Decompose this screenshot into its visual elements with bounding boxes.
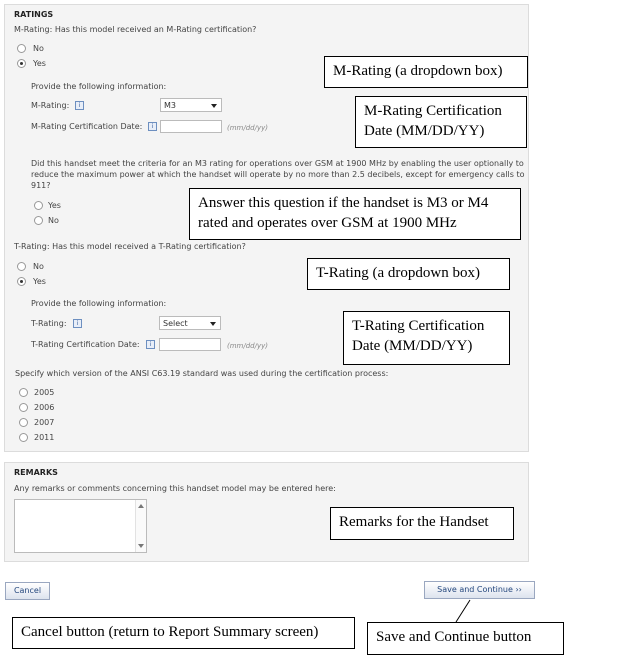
gsm-yes-radio[interactable] — [34, 201, 43, 210]
info-icon[interactable]: i — [73, 319, 82, 328]
remarks-prompt: Any remarks or comments concerning this handset model may be entered here: — [14, 484, 336, 493]
ansi-2007-label: 2007 — [34, 418, 55, 427]
gsm-no-radio[interactable] — [34, 216, 43, 225]
m-rating-yes-label: Yes — [33, 59, 46, 68]
gsm-yes-label: Yes — [48, 201, 61, 210]
callout-t-rating: T-Rating (a dropdown box) — [307, 258, 510, 290]
t-provide-info: Provide the following information: — [31, 299, 167, 308]
gsm-question: Did this handset meet the criteria for an M3 rating for operations over GSM at 1900 MHz by enabling the user optionally to reduce the maximum power at which the handset will operate by no more than 2.5 decibels, except for emergency calls to 911? — [31, 159, 525, 190]
t-cert-date-label: T-Rating Certification Date: — [31, 340, 140, 349]
ratings-title: RATINGS — [14, 10, 54, 19]
cancel-button[interactable]: Cancel — [5, 582, 50, 600]
t-rating-question: T-Rating: Has this model received a T-Rating certification? — [14, 242, 246, 251]
ansi-2005-radio[interactable] — [19, 388, 28, 397]
callout-remarks: Remarks for the Handset — [330, 507, 514, 540]
chevron-up-icon[interactable] — [138, 504, 144, 508]
m-rating-no-label: No — [33, 44, 44, 53]
chevron-down-icon — [211, 104, 217, 108]
ansi-2007-radio[interactable] — [19, 418, 28, 427]
connector-line — [456, 600, 470, 622]
m-cert-date-hint: (mm/dd/yy) — [227, 124, 268, 132]
callout-m-cert-date: M-Rating Certification Date (MM/DD/YY) — [355, 96, 527, 148]
t-rating-yes-label: Yes — [33, 277, 46, 286]
m-rating-select[interactable] — [160, 98, 222, 112]
gsm-no-label: No — [48, 216, 59, 225]
t-rating-no-label: No — [33, 262, 44, 271]
m-provide-info: Provide the following information: — [31, 82, 167, 91]
ansi-question: Specify which version of the ANSI C63.19 standard was used during the certification process: — [15, 369, 389, 378]
m-rating-no-radio[interactable] — [17, 44, 26, 53]
info-icon[interactable]: i — [146, 340, 155, 349]
chevron-down-icon[interactable] — [138, 544, 144, 548]
ansi-2006-label: 2006 — [34, 403, 55, 412]
callout-save: Save and Continue button — [367, 622, 564, 655]
m-cert-date-label: M-Rating Certification Date: — [31, 122, 143, 131]
callout-m-rating: M-Rating (a dropdown box) — [324, 56, 528, 88]
m-rating-select-value: M3 — [164, 101, 176, 110]
t-rating-label: T-Rating: — [31, 319, 67, 328]
t-cert-date-input[interactable] — [159, 338, 221, 351]
m-cert-date-input[interactable] — [160, 120, 222, 133]
remarks-scrollbar[interactable] — [135, 500, 146, 552]
callout-cancel: Cancel button (return to Report Summary screen) — [12, 617, 355, 649]
info-icon[interactable]: i — [75, 101, 84, 110]
t-cert-date-hint: (mm/dd/yy) — [227, 342, 268, 350]
remarks-textarea[interactable] — [14, 499, 147, 553]
m-rating-yes-radio[interactable] — [17, 59, 26, 68]
m-rating-question: M-Rating: Has this model received an M-Rating certification? — [14, 25, 257, 34]
callout-t-cert-date: T-Rating Certification Date (MM/DD/YY) — [343, 311, 510, 365]
callout-connector — [450, 598, 480, 624]
ansi-2006-radio[interactable] — [19, 403, 28, 412]
t-rating-select-value: Select — [163, 319, 188, 328]
m-rating-label: M-Rating: — [31, 101, 70, 110]
ansi-2005-label: 2005 — [34, 388, 55, 397]
chevron-down-icon — [210, 322, 216, 326]
info-icon[interactable]: i — [148, 122, 157, 131]
save-and-continue-button[interactable]: Save and Continue ›› — [424, 581, 535, 599]
t-rating-yes-radio[interactable] — [17, 277, 26, 286]
ansi-2011-radio[interactable] — [19, 433, 28, 442]
remarks-title: REMARKS — [14, 468, 58, 477]
t-rating-no-radio[interactable] — [17, 262, 26, 271]
callout-gsm-note: Answer this question if the handset is M3 or M4 rated and operates over GSM at 1900 MHz — [189, 188, 521, 240]
ansi-2011-label: 2011 — [34, 433, 55, 442]
t-rating-select[interactable] — [159, 316, 221, 330]
